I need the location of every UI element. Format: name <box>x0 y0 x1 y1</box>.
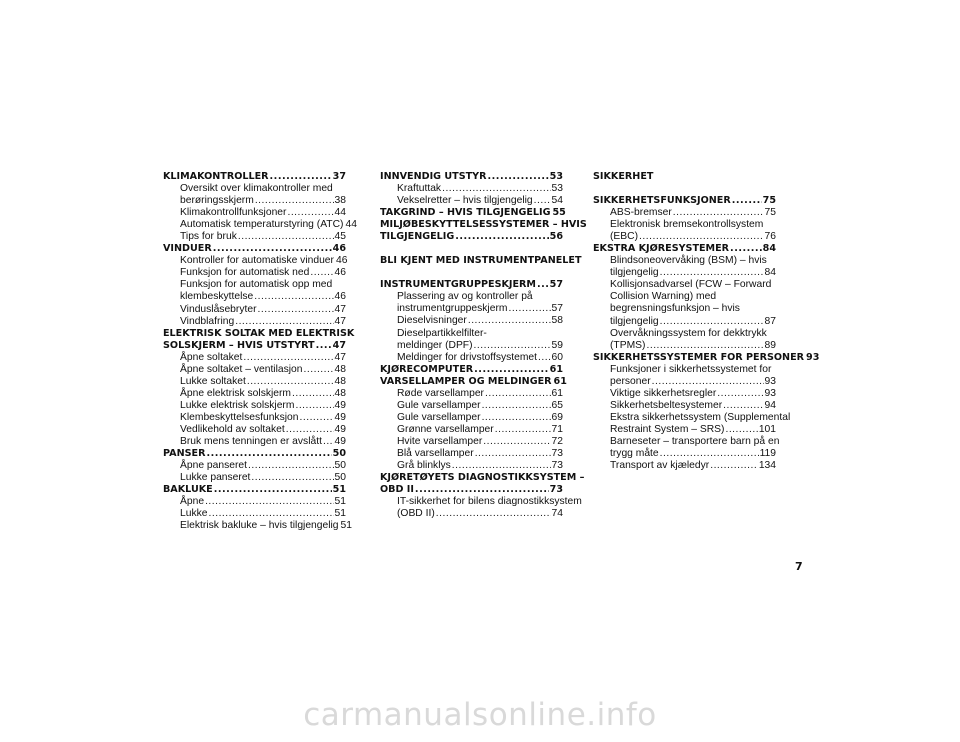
toc-entry-sunroof-open[interactable]: Åpne soltaket ..... 47 <box>163 352 346 364</box>
toc-section-towing[interactable]: TAKGRIND – HVIS TILGJENGELIG 55 <box>380 207 566 219</box>
toc-entry-dpf-line1[interactable]: Dieselpartikkelfilter- <box>397 327 487 339</box>
toc-entry-liftgate-close[interactable]: Lukke ..... 51 <box>163 508 346 520</box>
toc-entry-windows-auto-down[interactable]: Funksjon for automatisk ned ..... 46 <box>163 267 346 279</box>
toc-entry-climate-tips[interactable]: Tips for bruk ..... 45 <box>163 231 346 243</box>
toc-entry-bsm-line1[interactable]: Blindsoneovervåking (BSM) – hvis <box>610 255 767 267</box>
toc-entry-grey-lights[interactable]: Grå blinklys ..... 73 <box>380 460 563 472</box>
toc-entry-safety-tips[interactable]: Viktige sikkerhetsregler ..... 93 <box>593 388 776 400</box>
toc-entry-climate-functions[interactable]: Klimakontrollfunksjoner ..... 44 <box>163 207 346 219</box>
toc-column-2 <box>380 171 587 520</box>
toc-section-sunroof-line1[interactable]: ELEKTRISK SOLTAK MED ELEKTRISK <box>163 327 355 339</box>
toc-section-environment-line1[interactable]: MILJØBESKYTTELSESSYSTEMER – HVIS <box>380 219 587 231</box>
toc-section-obd[interactable]: OBD II ..... 73 <box>380 484 563 496</box>
toc-entry-yellow-lights-2[interactable]: Gule varsellamper ..... 69 <box>380 412 563 424</box>
toc-column-1 <box>163 171 357 532</box>
toc-entry-occupant-functions-line1[interactable]: Funksjoner i sikkerhetssystemet for <box>610 363 772 375</box>
toc-entry-pinch-protect[interactable]: Klembeskyttelsesfunksjon ..... 49 <box>163 412 346 424</box>
toc-column-3 <box>593 171 820 472</box>
toc-entry-fuel-messages[interactable]: Meldinger for drivstoffsystemet ..... 60 <box>380 352 563 364</box>
toc-entry-climate-overview-line1[interactable]: Oversikt over klimakontroller med <box>180 183 333 195</box>
toc-entry-occupant-functions[interactable]: personer ..... 93 <box>593 376 776 388</box>
toc-entry-windows-controls[interactable]: Kontroller for automatiske vinduer 46 <box>180 255 348 267</box>
toc-entry-green-lights[interactable]: Grønne varsellamper ..... 71 <box>380 424 563 436</box>
toc-entry-power-outlet[interactable]: Kraftuttak ..... 53 <box>380 183 563 195</box>
toc-section-trip-computer[interactable]: KJØRECOMPUTER ..... 61 <box>380 364 563 376</box>
toc-entry-fcw-line1[interactable]: Kollisjonsadvarsel (FCW – Forward <box>610 279 772 291</box>
toc-entry-climate-atc[interactable]: Automatisk temperaturstyring (ATC) 44 <box>180 219 357 231</box>
toc-entry-windows-buffeting[interactable]: Vindblafring ..... 47 <box>163 316 346 328</box>
toc-entry-tpms-line1[interactable]: Overvåkningssystem for dekktrykk <box>610 327 767 339</box>
toc-entry-obd-security[interactable]: (OBD II) ..... 74 <box>380 508 563 520</box>
toc-entry-yellow-lights-1[interactable]: Gule varsellamper ..... 65 <box>380 400 563 412</box>
toc-entry-dpf[interactable]: meldinger (DPF) ..... 59 <box>380 340 563 352</box>
toc-entry-srs[interactable]: Restraint System – SRS) ..... 101 <box>593 424 776 436</box>
toc-entry-inverter[interactable]: Vekselretter – hvis tilgjengelig ..... 54 <box>380 195 563 207</box>
toc-section-aux-driving[interactable]: EKSTRA KJØRESYSTEMER ..... 84 <box>593 243 776 255</box>
toc-section-interior[interactable]: INNVENDIG UTSTYR ..... 53 <box>380 171 563 183</box>
toc-entry-ebc[interactable]: (EBC) ..... 76 <box>593 231 776 243</box>
toc-entry-srs-line1[interactable]: Ekstra sikkerhetssystem (Supplemental <box>610 411 791 423</box>
toc-entry-windows-lock[interactable]: Vinduslåsebryter ..... 47 <box>163 304 346 316</box>
toc-entry-fcw-line2[interactable]: Collision Warning) med <box>610 291 717 303</box>
toc-entry-child-seats[interactable]: trygg måte ..... 119 <box>593 448 776 460</box>
toc-entry-diesel-messages[interactable]: Dieselvisninger ..... 58 <box>380 315 563 327</box>
toc-entry-white-lights[interactable]: Hvite varsellamper ..... 72 <box>380 436 563 448</box>
watermark: carmanualsonline.info <box>303 697 657 733</box>
toc-entry-abs[interactable]: ABS-bremser ..... 75 <box>593 207 776 219</box>
toc-entry-red-lights[interactable]: Røde varsellamper ..... 61 <box>380 388 563 400</box>
toc-section-safety-features[interactable]: SIKKERHETSFUNKSJONER ..... 75 <box>593 195 776 207</box>
toc-entry-liftgate-open[interactable]: Åpne ..... 51 <box>163 496 346 508</box>
chapter-heading-safety: SIKKERHET <box>593 171 654 182</box>
toc-entry-climate-overview[interactable]: berøringsskjerm ..... 38 <box>163 195 346 207</box>
toc-entry-windows-auto-up-line1[interactable]: Funksjon for automatisk opp med <box>180 279 333 291</box>
toc-entry-hood-close[interactable]: Lukke panseret ..... 50 <box>163 472 346 484</box>
toc-section-sunroof[interactable]: SOLSKJERM – HVIS UTSTYRT ..... 47 <box>163 340 346 352</box>
toc-section-hood[interactable]: PANSER ..... 50 <box>163 448 346 460</box>
toc-entry-child-seats-line1[interactable]: Barneseter – transportere barn på en <box>610 435 780 447</box>
toc-entry-fcw-line3[interactable]: begrensningsfunksjon – hvis <box>610 303 740 315</box>
toc-entry-blue-lights[interactable]: Blå varsellamper ..... 73 <box>380 448 563 460</box>
toc-entry-liftgate-power[interactable]: Elektrisk bakluke – hvis tilgjengelig 51 <box>180 520 353 532</box>
toc-section-liftgate[interactable]: BAKLUKE ..... 51 <box>163 484 346 496</box>
toc-section-obd-line1[interactable]: KJØRETØYETS DIAGNOSTIKKSYSTEM – <box>380 472 585 484</box>
toc-entry-shade-open[interactable]: Åpne elektrisk solskjerm ..... 48 <box>163 388 346 400</box>
toc-entry-sunroof-vent[interactable]: Åpne soltaket – ventilasjon ..... 48 <box>163 364 346 376</box>
page-number: 7 <box>795 560 803 573</box>
toc-section-climate[interactable]: KLIMAKONTROLLER ..... 37 <box>163 171 346 183</box>
toc-section-occupant[interactable]: SIKKERHETSSYSTEMER FOR PERSONER 93 <box>593 351 820 363</box>
toc-section-environment[interactable]: TILGJENGELIG ..... 56 <box>380 231 563 243</box>
toc-entry-obd-security-line1[interactable]: IT-sikkerhet for bilens diagnostikksystem <box>397 496 582 508</box>
toc-entry-ignition-off[interactable]: Bruk mens tenningen er avslått ..... 49 <box>163 436 346 448</box>
toc-entry-cluster-location[interactable]: instrumentgruppeskjerm ..... 57 <box>380 303 563 315</box>
toc-entry-hood-open[interactable]: Åpne panseret ..... 50 <box>163 460 346 472</box>
toc-entry-tpms[interactable]: (TPMS) ..... 89 <box>593 340 776 352</box>
toc-entry-sunroof-close[interactable]: Lukke soltaket ..... 48 <box>163 376 346 388</box>
toc-entry-ebc-line1[interactable]: Elektronisk bremsekontrollsystem <box>610 219 764 231</box>
toc-section-windows[interactable]: VINDUER ..... 46 <box>163 243 346 255</box>
toc-entry-windows-auto-up[interactable]: klembeskyttelse ..... 46 <box>163 291 346 303</box>
toc-entry-fcw[interactable]: tilgjengelig ..... 87 <box>593 316 776 328</box>
chapter-heading-instrument-panel: BLI KJENT MED INSTRUMENTPANELET <box>380 255 582 267</box>
toc-entry-pets[interactable]: Transport av kjæledyr ..... 134 <box>593 460 776 472</box>
toc-entry-shade-close[interactable]: Lukke elektrisk solskjerm ..... 49 <box>163 400 346 412</box>
toc-section-cluster[interactable]: INSTRUMENTGRUPPESKJERM ..... 57 <box>380 279 563 291</box>
toc-entry-bsm[interactable]: tilgjengelig ..... 84 <box>593 267 776 279</box>
toc-entry-cluster-location-line1[interactable]: Plassering av og kontroller på <box>397 291 533 303</box>
toc-section-warning-lights[interactable]: VARSELLAMPER OG MELDINGER 61 <box>380 375 567 387</box>
toc-entry-seat-belts[interactable]: Sikkerhetsbeltesystemer ..... 94 <box>593 400 776 412</box>
toc-entry-sunroof-maint[interactable]: Vedlikehold av soltaket ..... 49 <box>163 424 346 436</box>
